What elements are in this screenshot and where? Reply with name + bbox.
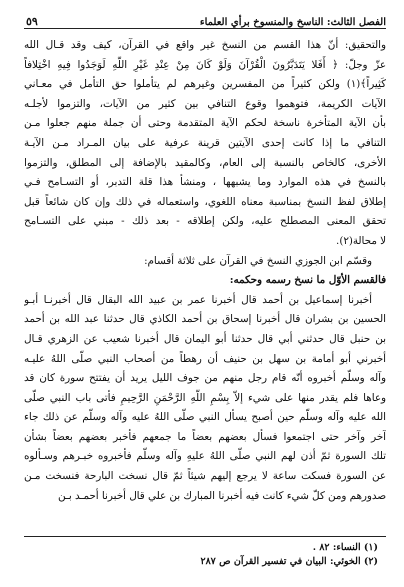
text-line: تلك السورة ثمّ أذن لهم النبي صلّى اللهُ عليهِ وآله وسلّم فأخبروه خبـرهم وسـألوه bbox=[24, 450, 386, 463]
text-line: وقسّم ابن الجوزي النسخ في القرآن على ثلاثة أقسام: bbox=[144, 254, 372, 267]
text-line: الأخرى، كالخاص بالنسبة إلى العام، وكالمقيد بالإضافة إلى المطلق، والتزموا bbox=[24, 156, 386, 169]
text-line: آخر وآخر حتى اجتمعوا فسأل بعضهم بعضاً ما جمعهم فأخبر بعضهم بعضاً بشأن bbox=[24, 430, 386, 443]
text-line: أخبرنا إسماعيل بن أحمد قال أخبرنا عمر بن عبيد الله البقال قال أخبرنـا أبـو bbox=[24, 293, 372, 306]
text-line: بالنسخ في هذه الموارد وما يشبهها ، ومنشأ هذا قلة التدبر، أو التسـامح فـي bbox=[24, 176, 386, 189]
paragraph-p4 bbox=[24, 291, 386, 507]
text-line: تحقق المعنى المصطلح عليه، ولكن إطلاقه - بعد ذلك - مبني على التسـامح bbox=[24, 215, 386, 228]
text-line: كَثِيراً﴾(١) ولكن كثيراً من المفسرين وغيرهم لم يتأملوا حق التأمل في معـاني bbox=[24, 78, 386, 91]
paragraph-p1 bbox=[24, 36, 386, 252]
text-line: الحسين بن بشران قال أخبرنا إسحاق بن أحمد الكاذي قال حدثنا عبد الله بن أحمد bbox=[24, 313, 386, 326]
text-line: صدورهم ومن كلّ شيء كانت فيه أخبرنا المبارك بن علي قال أخبرنا أحمـد بـن bbox=[58, 489, 386, 502]
text-line: وعاها فلم يقدر منها على شيء إلاّ بِسْمِ اللَّهِ الرَّحْمَنِ الرَّحِيمِ فأتى باب النبي صلّى bbox=[24, 391, 386, 404]
text-line: لا محالة(٢). bbox=[336, 234, 386, 247]
chapter-title: الفصل الثالث: الناسخ والمنسوخ برأي العلماء bbox=[199, 17, 386, 28]
page-body bbox=[24, 36, 386, 506]
paragraph-p3 bbox=[24, 271, 386, 291]
text-line: والتحقيق: أنّ هذا القسم من النسخ غير واقع في القرآن، كيف وقد قـال الله bbox=[24, 39, 386, 51]
page-header bbox=[24, 10, 386, 29]
paragraph-p2 bbox=[24, 252, 386, 272]
text-line: عن السورة فسكت ساعة لا يرجع إليهم شيئاً ثمّ قال نسخت البارحة فنسخت مـن bbox=[24, 470, 386, 483]
text-line: إطلاق لفظ النسخ بمناسبة معناه اللغوي، واستعماله في ذلك وإن كان شائعاً قبل bbox=[24, 195, 386, 208]
text-line: أخبرني أبو أمامة بن سهل بن حنيف أن رهطاً من أصحاب النبي صلّى اللهُ عليـه bbox=[24, 352, 386, 365]
page-number: ٥٩ bbox=[26, 15, 38, 28]
footnote-2: (٢) الخوئي: البيان في تفسير القرآن ص ٢٨٧ bbox=[200, 556, 378, 567]
text-line: بن حنبل قال حدثني أبي قال حدثنا أبو اليمان قال أخبرنا شعيب عن الزهري قـال bbox=[24, 332, 386, 345]
footnote-1: (١) النساء: ٨٢ . bbox=[312, 542, 378, 553]
text-line: بأن الآية المتأخرة ناسخة لحكم الآية المتقدمة وحتى أن جملة منهم جعلوا مـن bbox=[24, 117, 386, 130]
text-line: الآيات الكريمة، فتوهموا وقوع التنافي بين كثير من الآيات، والتزموا لأجلـه bbox=[24, 97, 386, 110]
text-line: الله عليه وآله وسلّم حين أصبح يسأل النبي صلّى اللهُ عليه وآله وسلّم عن ذلك جاء bbox=[24, 411, 386, 424]
footnotes bbox=[24, 536, 386, 569]
text-line: عزّ وجلّ: ﴿ أَفَلا يَتَدَبَّرُونَ الْقُرْآنَ وَلَوْ كَانَ مِنْ عِنْدِ غَيْرِ اللَّهِ لَوَجَدُوا فِيهِ اخْتِلافاً bbox=[24, 58, 386, 71]
text-line: وآله وسلّم أخبروه أنّه قام رجل منهم من جوف الليل يريد أن يفتتح سورة كان قد bbox=[24, 372, 386, 385]
text-line: التنافي ما إذا كانت إحدى الآيتين قرينة عرفية على بيان المـراد مـن الآيـة bbox=[24, 136, 386, 149]
text-line: فالقسم الأوّل ما نسخ رسمه وحكمه: bbox=[229, 274, 386, 287]
